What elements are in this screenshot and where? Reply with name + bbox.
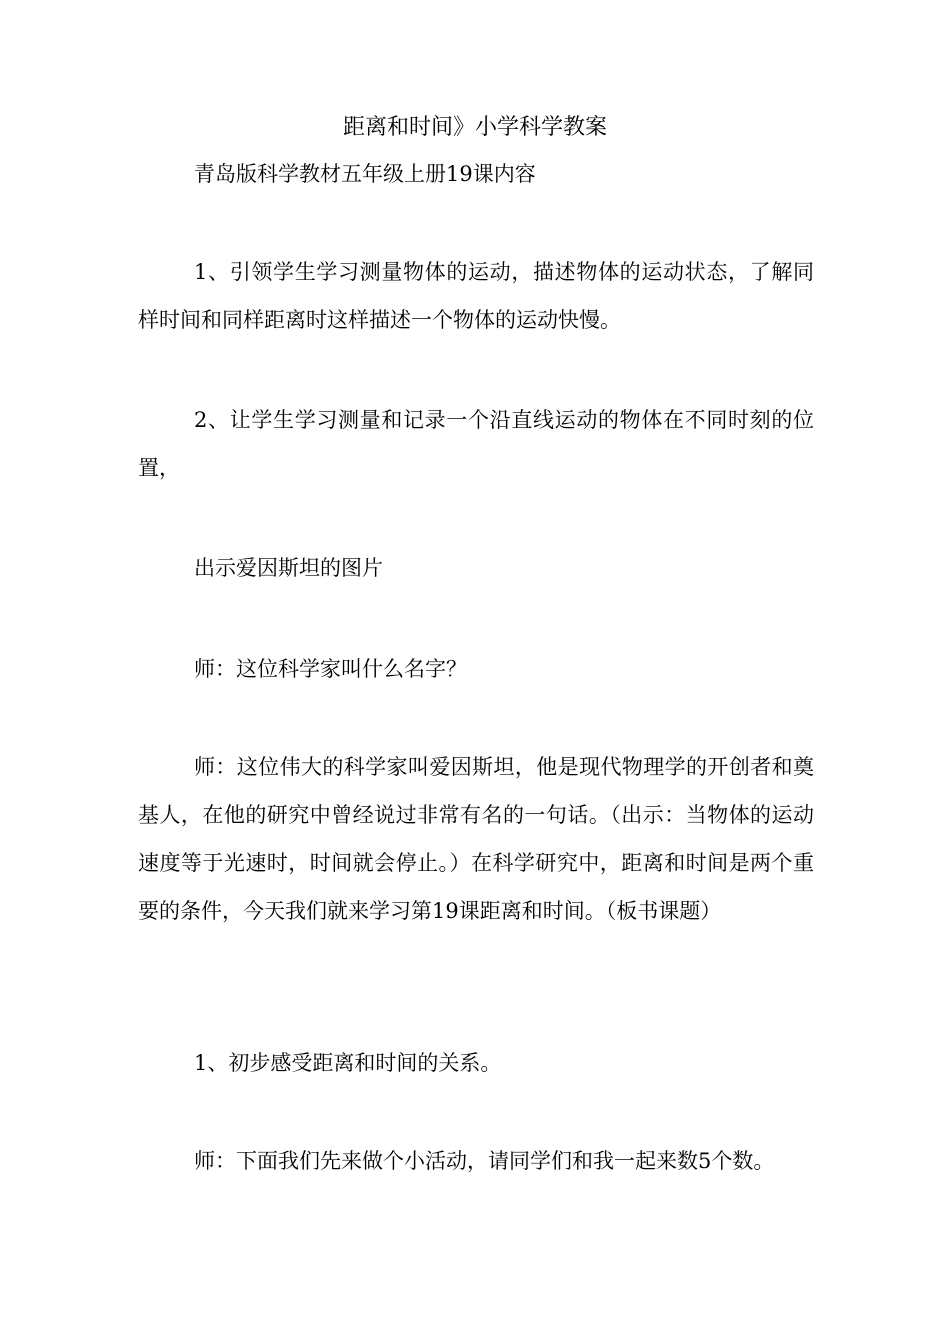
teacher-intro-paragraph: 师：这位伟大的科学家叫爱因斯坦，他是现代物理学的开创者和奠基人，在他的研究中曾经说过非常有名的一句话。（出示：当物体的运动速度等于光速时，时间就会停止。）在科学研究中，距离和时间是两个重要的条件，今天我们就来学习第19课距离和时间。（板书课题）: [138, 755, 814, 923]
activity-heading-paragraph: 1、初步感受距离和时间的关系。: [194, 1051, 502, 1075]
objective-1-paragraph: 1、引领学生学习测量物体的运动，描述物体的运动状态，了解同样时间和同样距离时这样描述一个物体的运动快慢。: [138, 260, 814, 332]
teacher-activity-paragraph: 师：下面我们先来做个小活动，请同学们和我一起来数5个数。: [194, 1149, 775, 1173]
objective-2-paragraph: 2、让学生学习测量和记录一个沿直线运动的物体在不同时刻的位置，: [138, 408, 814, 480]
subtitle-paragraph: 青岛版科学教材五年级上册19课内容: [194, 162, 536, 186]
teacher-question-paragraph: 师：这位科学家叫什么名字？: [194, 657, 467, 681]
document-title: 距离和时间》小学科学教案: [342, 115, 607, 140]
show-picture-paragraph: 出示爱因斯坦的图片: [194, 556, 383, 580]
